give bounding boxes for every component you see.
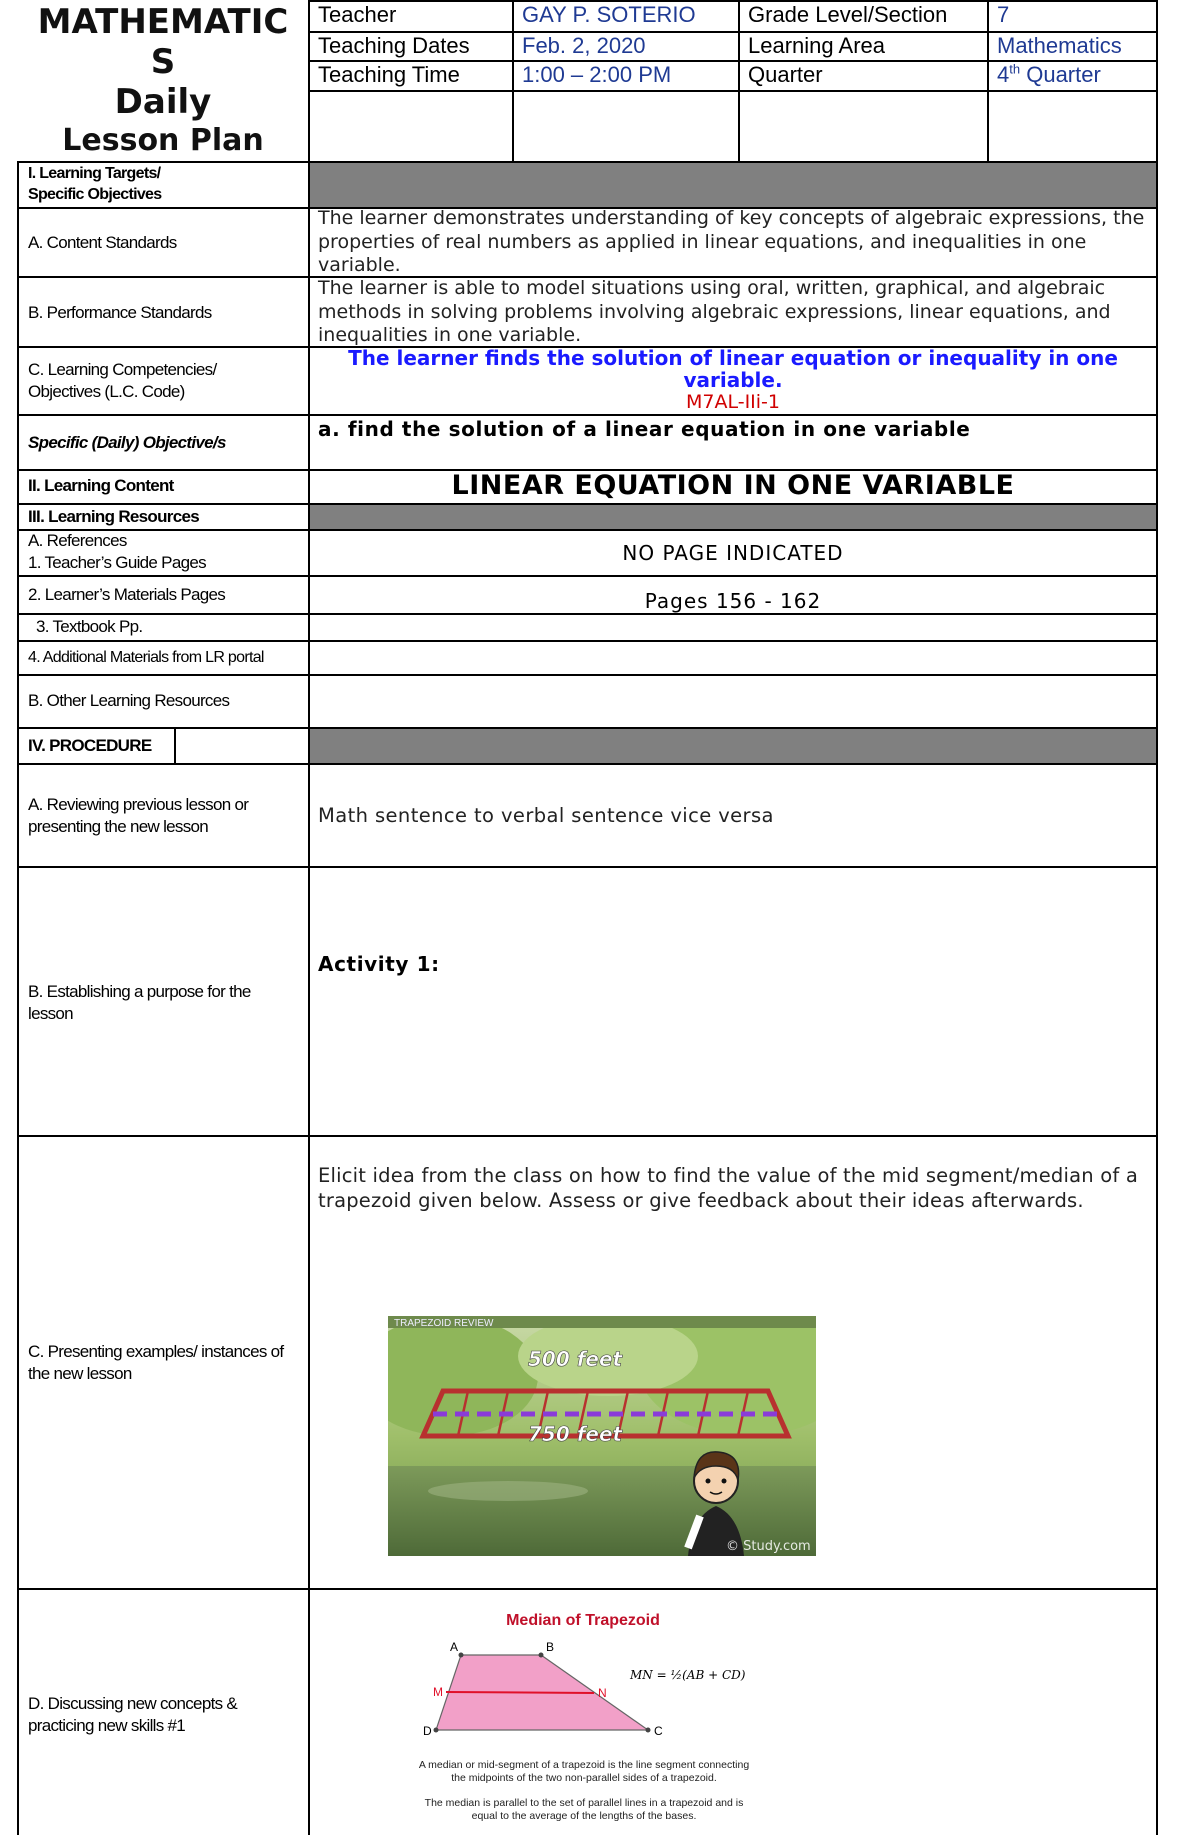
grade-value: 7 [997,2,1010,27]
textbook-label: 3. Textbook Pp. [36,617,143,636]
dates-value: Feb. 2, 2020 [522,33,646,58]
examples-text: Elicit idea from the class on how to find the value of the mid segment/median of a trapezoid given below. Assess or give feedback about their ideas afterwards. [318,1164,1138,1212]
midpoint-n: N [598,1686,607,1700]
time-label: Teaching Time [318,62,460,87]
activity-title: Activity 1: [318,952,440,976]
area-value: Mathematics [997,33,1122,58]
specific-objective-text: a. find the solution of a linear equation in one variable [318,417,971,441]
median-note-1: A median or mid-segment of a trapezoid is the line segment connecting the midpoints of the two non-parallel sides of a trapezoid. [418,1759,750,1784]
median-title: Median of Trapezoid [506,1612,660,1629]
purpose-label: B. Establishing a purpose for the lesson [28,982,251,1023]
references-text: NO PAGE INDICATED [622,541,844,565]
review-label: A. Reviewing previous lesson or presenting the new lesson [28,795,249,836]
teacher-label: Teacher [318,2,397,27]
content-standards-text: The learner demonstrates understanding of key concepts of algebraic expressions, the properties of real numbers as applied in linear equations, and inequalities in one variable. [318,207,1145,276]
discussing-label: D. Discussing new concepts & practicing new skills #1 [28,1694,238,1735]
learners-materials-label: 2. Learner’s Materials Pages [28,585,226,604]
competencies-label: C. Learning Competencies/ Objectives (L.C. Code) [28,360,217,401]
procedure-label: IV. PROCEDURE [28,736,152,755]
other-resources-label: B. Other Learning Resources [28,691,230,710]
learning-content-text: LINEAR EQUATION IN ONE VARIABLE [451,470,1015,501]
performance-standards-text: The learner is able to model situations using oral, written, graphical, and algebraic methods in solving problems involving algebraic expressions, linear equations, and inequalities in one variable. [318,277,1111,346]
photo-top-label: 500 feet [528,1347,623,1371]
vertex-d: D [423,1724,432,1738]
vertex-c: C [654,1724,663,1738]
teacher-value: GAY P. SOTERIO [522,2,696,27]
resources-shading [310,504,1156,530]
photo-banner: TRAPEZOID REVIEW [394,1318,494,1329]
learning-content-label: II. Learning Content [28,476,174,495]
examples-label: C. Presenting examples/ instances of the new lesson [28,1342,284,1383]
time-value: 1:00 – 2:00 PM [522,62,672,87]
midpoint-m: M [433,1685,443,1699]
photo-bottom-label: 750 feet [528,1422,623,1446]
median-of-trapezoid-figure [408,1605,760,1835]
targets-label: I. Learning Targets/ Specific Objectives [28,165,162,203]
vertex-b: B [546,1640,555,1654]
content-standards-label: A. Content Standards [28,233,177,252]
bridge-photo-graphic [388,1316,816,1556]
trapezoid-bridge-photo [388,1316,816,1556]
area-label: Learning Area [748,33,885,58]
targets-shading [310,162,1156,208]
specific-objectives-label: Specific (Daily) Objective/s [28,433,226,452]
median-formula: MN = ½(AB + CD) [630,1668,746,1682]
grade-label: Grade Level/Section [748,2,948,27]
competencies-text: The learner finds the solution of linear equation or inequality in one variable. M7AL-IIi-1 [348,346,1118,413]
median-note-2: The median is parallel to the set of parallel lines in a trapezoid and is equal to the average of the lengths of the bases. [424,1797,744,1822]
references-label: A. References 1. Teacher’s Guide Pages [28,531,206,572]
photo-watermark: © Study.com [726,1539,811,1554]
quarter-value: 4th Quarter [997,61,1101,87]
dates-label: Teaching Dates [318,33,470,58]
quarter-label: Quarter [748,62,823,87]
learning-resources-label: III. Learning Resources [28,507,199,526]
procedure-shading [310,728,1156,764]
vertex-a: A [450,1640,459,1654]
review-text: Math sentence to verbal sentence vice versa [318,804,774,827]
document-title: MATHEMATIC S Daily Lesson Plan [37,2,289,158]
learners-materials-text: Pages 156 - 162 [644,589,822,613]
additional-materials-label: 4. Additional Materials from LR portal [28,649,264,666]
performance-standards-label: B. Performance Standards [28,303,212,322]
